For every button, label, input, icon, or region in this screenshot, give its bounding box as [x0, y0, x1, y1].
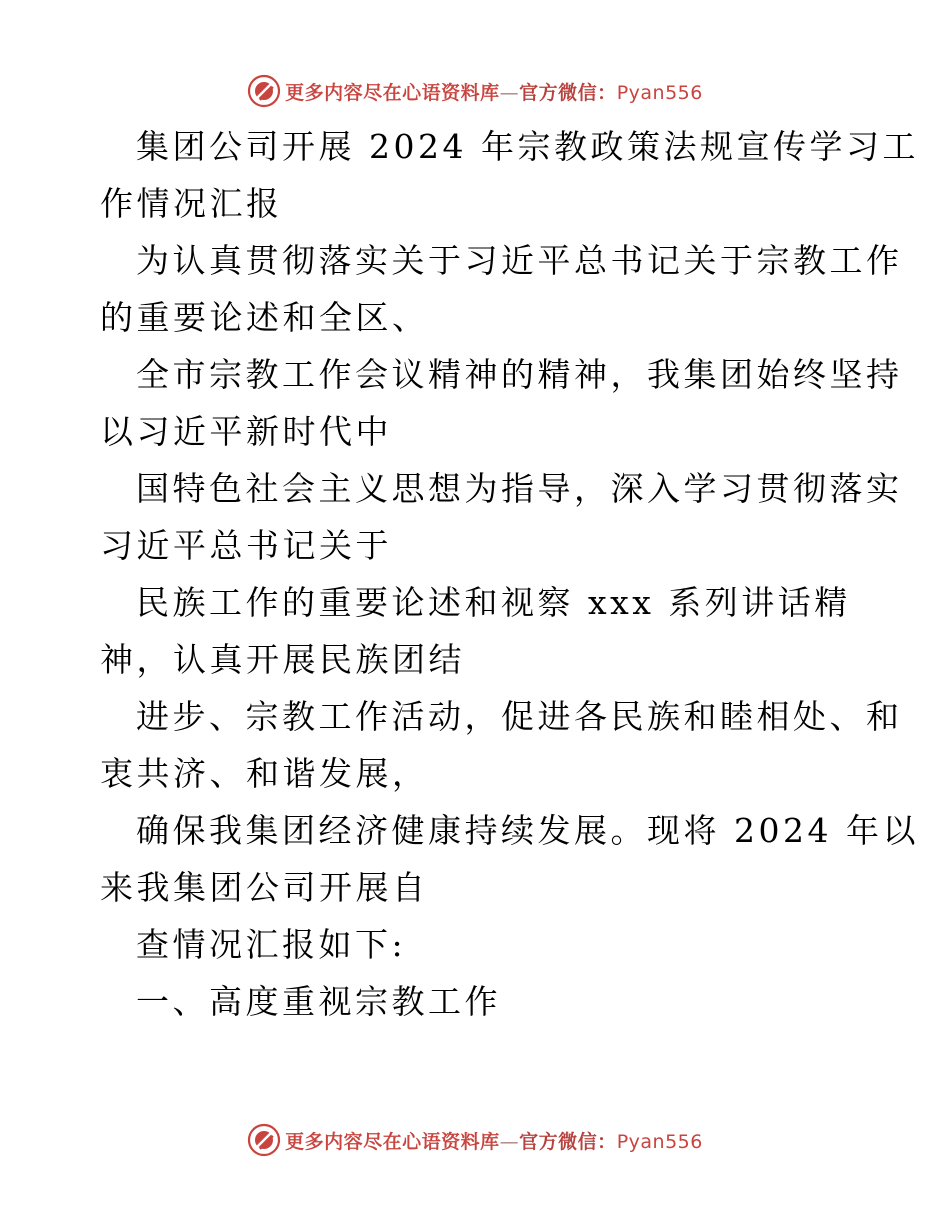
logo-icon — [247, 1123, 281, 1157]
footer-banner-title: 更多内容尽在心语资料库 — [285, 1130, 500, 1153]
paragraph-line: 衷共济、和谐发展， — [100, 754, 429, 793]
paragraph-line: 以习近平新时代中 — [100, 412, 392, 451]
header-banner-title: 更多内容尽在心语资料库 — [285, 81, 500, 104]
header-wechat-id: Pyan556 — [616, 81, 703, 104]
header-banner — [0, 71, 950, 111]
header-banner-text — [285, 78, 703, 105]
paragraph-line: 习近平总书记关于 — [100, 526, 392, 565]
paragraph-line: 国特色社会主义思想为指导，深入学习贯彻落实 — [136, 469, 903, 508]
footer-wechat-id: Pyan556 — [616, 1130, 703, 1153]
paragraph-line: 进步、宗教工作活动，促进各民族和睦相处、和 — [136, 697, 903, 736]
header-banner-dash: — — [499, 81, 520, 104]
footer-wechat-label: 官方微信： — [519, 1130, 617, 1153]
paragraph-line: 确保我集团经济健康持续发展。现将 2024 年以 — [136, 811, 919, 850]
doc-title-line-1: 集团公司开展 2024 年宗教政策法规宣传学习工 — [136, 127, 919, 166]
footer-banner-text — [285, 1127, 703, 1154]
logo-icon — [247, 74, 281, 108]
paragraph-line: 神，认真开展民族团结 — [100, 640, 465, 679]
paragraph-line: 的重要论述和全区、 — [100, 298, 429, 337]
paragraph-line: 查情况汇报如下: — [136, 925, 407, 964]
paragraph-line: 民族工作的重要论述和视察 xxx 系列讲话精 — [136, 583, 851, 622]
footer-banner — [0, 1120, 950, 1160]
section-heading: 一、高度重视宗教工作 — [136, 982, 501, 1021]
doc-title-line-2: 作情况汇报 — [100, 184, 283, 223]
document-body — [100, 118, 919, 1030]
paragraph-line: 为认真贯彻落实关于习近平总书记关于宗教工作 — [136, 241, 903, 280]
paragraph-line: 来我集团公司开展自 — [100, 868, 429, 907]
header-wechat-label: 官方微信： — [519, 81, 617, 104]
footer-banner-dash: — — [499, 1130, 520, 1153]
paragraph-line: 全市宗教工作会议精神的精神，我集团始终坚持 — [136, 355, 903, 394]
